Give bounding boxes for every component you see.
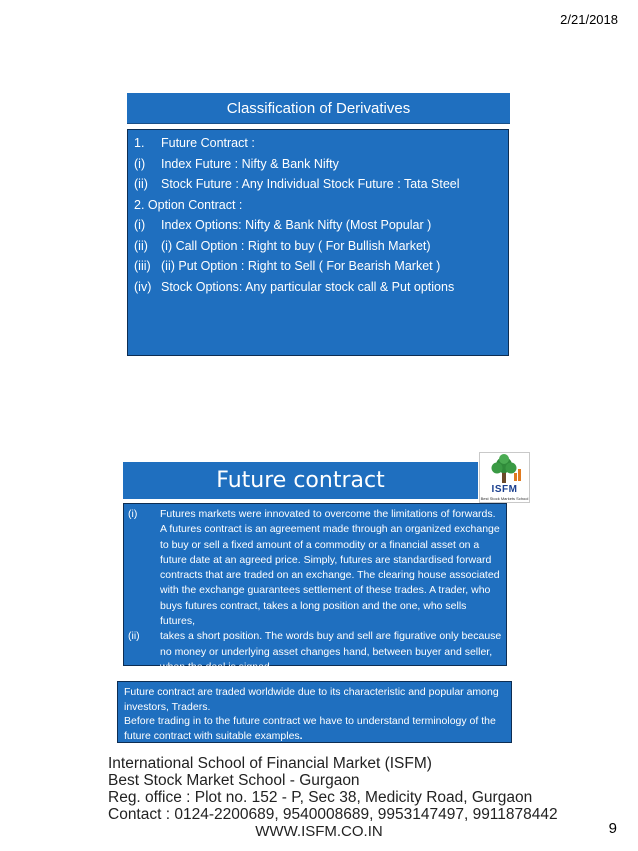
logo-tagline: Best Stock Markets School: [480, 496, 529, 501]
note-line: Future contract are traded worldwide due to its characteristic and popular among investors, Traders.: [124, 686, 499, 713]
classification-line: [134, 236, 502, 257]
paragraph-label: (i): [128, 508, 138, 520]
paragraph-text: takes a short position. The words buy and sell are figurative only because no money or underlying asset changes hand, between buyer and seller, when the deal is signed.: [160, 630, 502, 673]
line-text: Stock Options: Any particular stock call & Put options: [161, 279, 455, 294]
classification-line: [134, 154, 502, 175]
line-number: (i): [134, 218, 146, 232]
line-text: (ii) Put Option : Right to Sell ( For Bearish Market ): [161, 259, 441, 273]
line-number: 1.: [134, 136, 145, 150]
isfm-logo: [479, 452, 530, 503]
classification-line: [134, 133, 502, 154]
future-contract-title: Future contract: [123, 462, 478, 499]
footer-url[interactable]: WWW.ISFM.CO.IN: [255, 823, 383, 840]
footer-school: International School of Financial Market (ISFM): [108, 755, 432, 772]
slide-date: 2/21/2018: [560, 12, 618, 27]
line-number: (ii): [134, 238, 148, 253]
classification-line: [134, 174, 502, 195]
line-text: 2. Option Contract :: [134, 197, 243, 212]
paragraph: [128, 629, 502, 675]
classification-line: [134, 195, 502, 216]
page-number: 9: [608, 820, 617, 837]
future-contract-box: [123, 503, 507, 673]
note-period: .: [299, 729, 303, 742]
line-text: Future Contract :: [161, 136, 255, 150]
footer-info: [108, 755, 558, 823]
line-number: (iv): [134, 279, 152, 294]
footer-address: Reg. office : Plot no. 152 - P, Sec 38, Medicity Road, Gurgaon: [108, 789, 533, 806]
line-text: Stock Future : Any Individual Stock Future : Tata Steel: [161, 177, 460, 191]
footer-tagline: Best Stock Market School - Gurgaon: [108, 772, 360, 789]
line-text: Index Future : Nifty & Bank Nifty: [161, 156, 339, 171]
line-number: (iii): [134, 259, 151, 273]
paragraph-text: Futures markets were innovated to overcome the limitations of forwards. A futures contract is an agreement made through an organized exchange to buy or sell a fixed amount of a commodity or a financial asset on a future date at an agreed price. Simply, futures are standardised forward contracts that are traded on an exchange. The clearing house associated with the exchange guarantees settlement of these trades. A trader, who buys futures contract, takes a long position and the one, who sells futures,: [160, 508, 500, 628]
classification-line: [134, 256, 502, 277]
line-text: Index Options: Nifty & Bank Nifty (Most Popular ): [161, 218, 432, 232]
line-number: (i): [134, 156, 146, 171]
classification-box: [127, 129, 509, 356]
line-number: (ii): [134, 177, 148, 191]
paragraph-label: (ii): [128, 630, 140, 643]
tree-icon: [480, 453, 529, 485]
line-text: (i) Call Option : Right to buy ( For Bullish Market): [161, 238, 431, 253]
classification-line: [134, 215, 502, 236]
logo-name: ISFM: [491, 484, 518, 495]
footer-contact: Contact : 0124-2200689, 9540008689, 9953147497, 9911878442: [108, 806, 558, 823]
classification-title: Classification of Derivatives: [127, 93, 510, 124]
note-box: [117, 681, 512, 743]
note-text: Before trading in to the future contract we have to understand terminology of the future contract with suitable examples: [124, 715, 496, 742]
classification-line: [134, 277, 502, 298]
note-line: [124, 714, 505, 743]
paragraph: [128, 507, 502, 629]
